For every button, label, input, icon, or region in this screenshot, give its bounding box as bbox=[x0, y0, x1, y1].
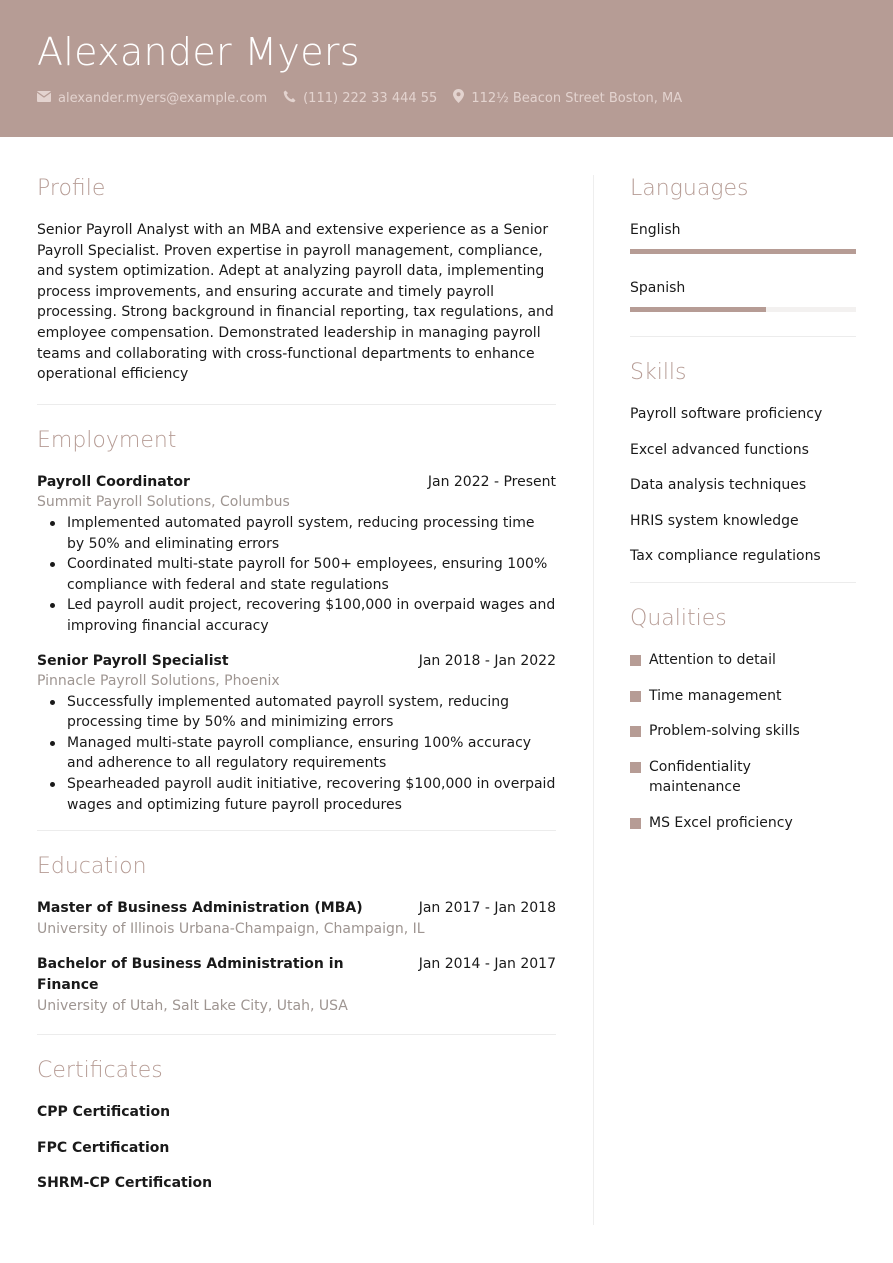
section-divider bbox=[37, 404, 556, 405]
section-divider bbox=[630, 336, 856, 337]
language-item bbox=[630, 220, 856, 254]
language-level-fill bbox=[630, 249, 856, 254]
job-achievements bbox=[37, 692, 556, 816]
language-level-track bbox=[630, 307, 856, 312]
certificate-item: CPP Certification bbox=[37, 1104, 171, 1121]
quality-item bbox=[630, 813, 856, 834]
skill-item: Excel advanced functions bbox=[630, 441, 809, 458]
achievement-item: Managed multi-state payroll compliance, ensuring 100% accuracy and adherence to all regulatory requirements bbox=[67, 733, 556, 774]
quality-item bbox=[630, 757, 856, 798]
quality-item bbox=[630, 686, 856, 707]
address: 112½ Beacon Street Boston, MA bbox=[471, 90, 683, 106]
section-divider bbox=[37, 830, 556, 831]
sidebar-column bbox=[630, 172, 856, 849]
skill-item: Tax compliance regulations bbox=[630, 548, 821, 565]
section-title-qualities: Qualities bbox=[630, 605, 727, 631]
job-entry bbox=[37, 651, 556, 816]
section-title-profile: Profile bbox=[37, 176, 106, 201]
quality-text: Problem-solving skills bbox=[649, 723, 800, 740]
education-item bbox=[37, 898, 556, 939]
certificates-section bbox=[37, 1054, 556, 1193]
education-item bbox=[37, 954, 556, 1016]
quality-item bbox=[630, 721, 856, 742]
company-name: Summit Payroll Solutions, Columbus bbox=[37, 494, 290, 511]
job-entry bbox=[37, 472, 556, 637]
job-title: Senior Payroll Specialist bbox=[37, 652, 229, 669]
school-name: University of Illinois Urbana-Champaign, Champaign, IL bbox=[37, 920, 425, 937]
contact-email bbox=[37, 91, 267, 106]
achievement-item: Led payroll audit project, recovering $100,000 in overpaid wages and improving financial accuracy bbox=[67, 595, 556, 636]
quality-text: Time management bbox=[649, 687, 782, 704]
job-date: Jan 2022 - Present bbox=[427, 473, 556, 490]
square-bullet-icon bbox=[630, 691, 641, 702]
quality-text: MS Excel proficiency bbox=[649, 814, 793, 831]
qualities-section bbox=[630, 602, 856, 834]
job-title: Payroll Coordinator bbox=[37, 473, 190, 490]
section-title-education: Education bbox=[37, 854, 147, 880]
education-section bbox=[37, 850, 556, 1035]
employment-section bbox=[37, 424, 556, 832]
certificate-item: SHRM-CP Certification bbox=[37, 1175, 213, 1192]
achievement-item: Coordinated multi-state payroll for 500+ employees, ensuring 100% compliance with federal and state regulations bbox=[67, 554, 556, 595]
language-name: English bbox=[630, 222, 681, 238]
phone-icon bbox=[283, 90, 303, 107]
section-divider bbox=[37, 1034, 556, 1035]
email-link[interactable]: alexander.myers@example.com bbox=[58, 90, 268, 106]
achievement-item: Successfully implemented automated payroll system, reducing processing time by 50% and minimizing errors bbox=[67, 692, 556, 733]
quality-text: Confidentiality maintenance bbox=[649, 758, 751, 796]
envelope-icon bbox=[37, 91, 58, 106]
contact-address bbox=[453, 89, 682, 107]
language-level-fill bbox=[630, 307, 766, 312]
education-date: Jan 2017 - Jan 2018 bbox=[418, 900, 556, 917]
square-bullet-icon bbox=[630, 818, 641, 829]
skill-item: Data analysis techniques bbox=[630, 477, 807, 494]
language-level-track bbox=[630, 249, 856, 254]
degree-title: Bachelor of Business Administration in Finance bbox=[37, 956, 344, 994]
job-date: Jan 2018 - Jan 2022 bbox=[418, 652, 556, 669]
main-column bbox=[37, 172, 556, 1209]
skills-section bbox=[630, 356, 856, 583]
skill-item: Payroll software proficiency bbox=[630, 406, 823, 422]
company-name: Pinnacle Payroll Solutions, Phoenix bbox=[37, 673, 280, 690]
square-bullet-icon bbox=[630, 726, 641, 737]
contact-info bbox=[37, 89, 698, 107]
job-achievements bbox=[37, 513, 556, 637]
column-divider bbox=[593, 175, 594, 1225]
contact-phone bbox=[283, 90, 437, 107]
profile-section bbox=[37, 172, 556, 405]
education-date: Jan 2014 - Jan 2017 bbox=[418, 956, 556, 973]
section-title-certificates: Certificates bbox=[37, 1058, 163, 1084]
certificate-item: FPC Certification bbox=[37, 1139, 170, 1156]
square-bullet-icon bbox=[630, 762, 641, 773]
languages-section bbox=[630, 172, 856, 337]
section-title-employment: Employment bbox=[37, 427, 177, 453]
profile-summary: Senior Payroll Analyst with an MBA and extensive experience as a Senior Payroll Specialist. Proven expertise in payroll management, compliance, and system optimization. Adept at analyzing payroll data, implementing process improvements, and ensuring accurate and timely payroll processing. Strong background in financial reporting, tax regulations, and employee compensation. Demonstrated leadership in managing payroll teams and collaborating with cross-functional departments to enhance operational efficiency bbox=[37, 222, 554, 383]
section-title-languages: Languages bbox=[630, 176, 749, 201]
language-name: Spanish bbox=[630, 280, 686, 296]
quality-text: Attention to detail bbox=[649, 651, 776, 668]
section-title-skills: Skills bbox=[630, 360, 687, 385]
section-divider bbox=[630, 582, 856, 583]
skill-item: HRIS system knowledge bbox=[630, 512, 799, 529]
degree-title: Master of Business Administration (MBA) bbox=[37, 900, 363, 917]
quality-item bbox=[630, 650, 856, 671]
square-bullet-icon bbox=[630, 655, 641, 666]
candidate-name: Alexander Myers bbox=[37, 30, 360, 74]
achievement-item: Spearheaded payroll audit initiative, recovering $100,000 in overpaid wages and optimizing future payroll procedures bbox=[67, 774, 556, 815]
language-item bbox=[630, 278, 856, 312]
achievement-item: Implemented automated payroll system, reducing processing time by 50% and eliminating errors bbox=[67, 513, 556, 554]
resume-header bbox=[0, 0, 893, 137]
map-pin-icon bbox=[453, 89, 471, 107]
phone-number[interactable]: (111) 222 33 444 55 bbox=[303, 90, 438, 106]
school-name: University of Utah, Salt Lake City, Utah, USA bbox=[37, 997, 348, 1014]
